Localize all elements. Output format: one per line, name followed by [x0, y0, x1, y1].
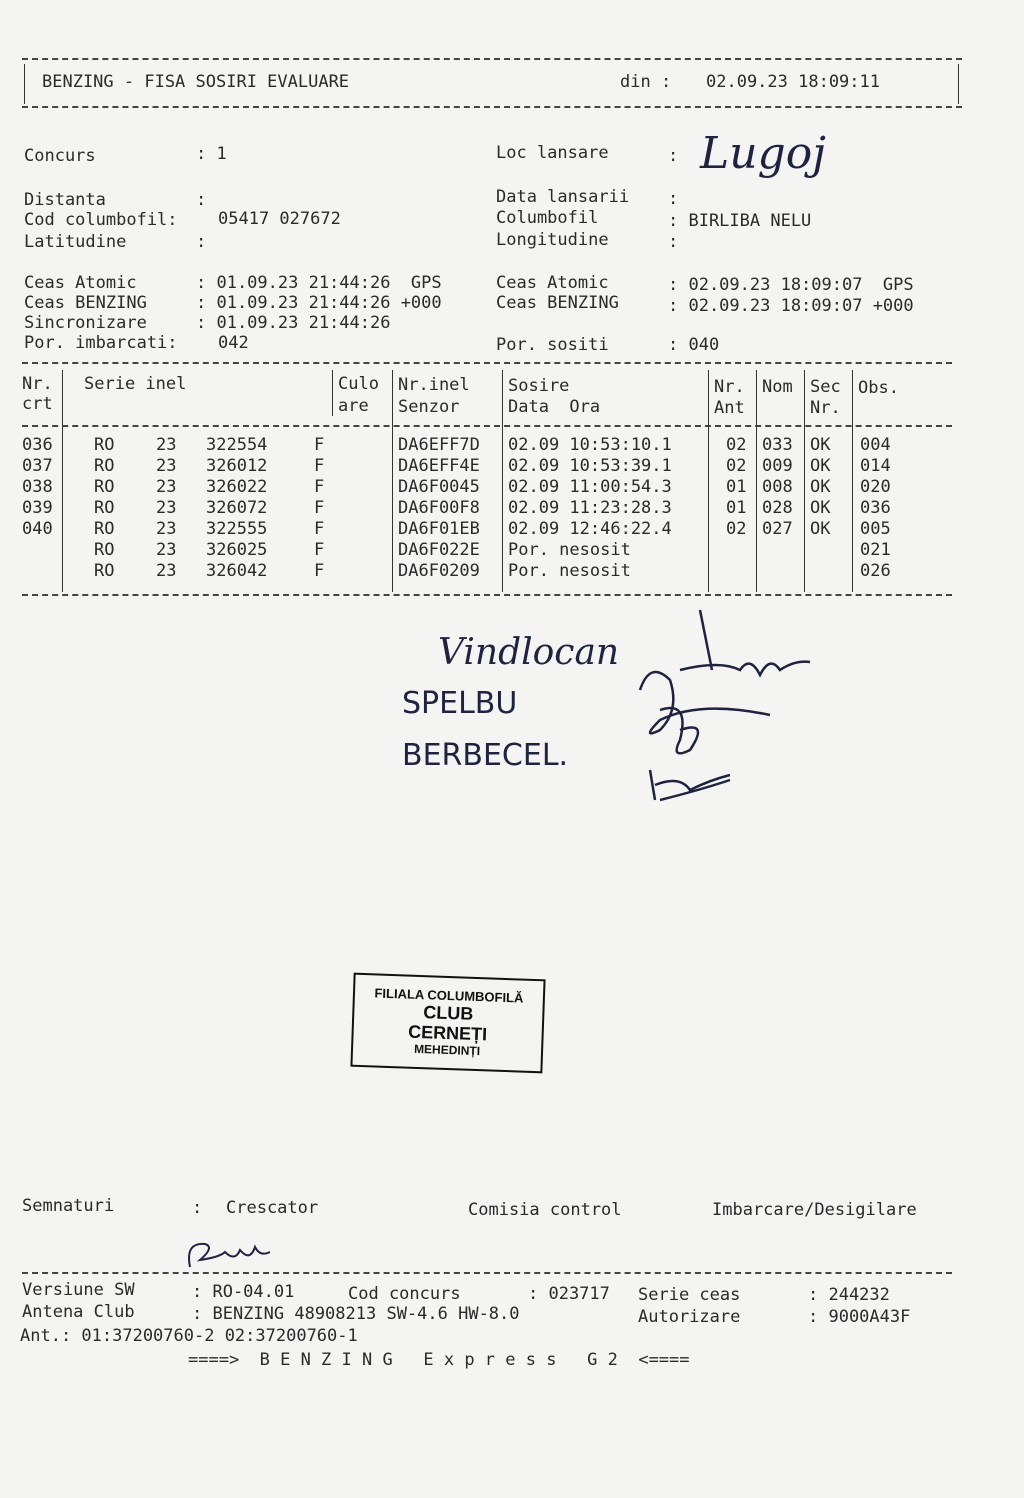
- col-sep-sec: [852, 370, 853, 592]
- comisia-label: Comisia control: [468, 1200, 622, 1220]
- cell-sex: F: [314, 540, 325, 560]
- header-sosire-1: Sosire: [508, 376, 570, 396]
- versiune-value: : RO-04.01: [192, 1282, 295, 1302]
- col-sep-culoare: [392, 370, 393, 592]
- cell-sosire: 02.09 10:53:39.1: [508, 456, 672, 476]
- cell-sec: OK: [810, 435, 831, 455]
- handwritten-name-1: Vindlocan: [438, 632, 620, 673]
- columbofil-label: Columbofil: [496, 208, 599, 228]
- ceas-atomic-left-value: : 01.09.23 21:44:26 GPS: [196, 273, 442, 293]
- antena-value: : BENZING 48908213 SW-4.6 HW-8.0: [192, 1304, 520, 1324]
- col-sep-senzor: [502, 370, 503, 592]
- stamp-line-4: MEHEDINȚI: [413, 1041, 481, 1059]
- loc-lansare-colon: :: [668, 146, 679, 166]
- longitudine-label: Longitudine: [496, 230, 609, 250]
- ceas-atomic-left-label: Ceas Atomic: [24, 273, 137, 293]
- semnaturi-label: Semnaturi: [22, 1196, 115, 1216]
- cell-obs: 021: [860, 540, 891, 560]
- signature-scribbles: [620, 600, 840, 820]
- cell-senzor: DA6F022E: [398, 540, 480, 560]
- cell-nom: 008: [762, 477, 793, 497]
- stamp-line-2: CLUB: [423, 1002, 474, 1024]
- cell-ant: 02: [726, 435, 747, 455]
- cell-inel: 326025: [206, 540, 268, 560]
- cell-sex: F: [314, 456, 325, 476]
- crescator-signature: [180, 1232, 280, 1282]
- cell-senzor: DA6EFF4E: [398, 456, 480, 476]
- cell-inel: 326012: [206, 456, 268, 476]
- cell-nom: 027: [762, 519, 793, 539]
- title-right-bar: [958, 64, 959, 104]
- cell-nom: 009: [762, 456, 793, 476]
- autorizare-label: Autorizare: [638, 1307, 741, 1327]
- cell-an: 23: [156, 561, 177, 581]
- header-nr-ant-2: Ant: [714, 398, 745, 418]
- por-sositi-label: Por. sositi: [496, 335, 609, 355]
- cell-sosire: Por. nesosit: [508, 561, 631, 581]
- cell-an: 23: [156, 477, 177, 497]
- header-nr-inel-1: Nr.inel: [398, 375, 470, 395]
- longitudine-value: :: [668, 232, 679, 252]
- cell-ant: 01: [726, 477, 747, 497]
- antenna-ids: Ant.: 01:37200760-2 02:37200760-1: [20, 1326, 358, 1346]
- cell-sex: F: [314, 519, 325, 539]
- cell-senzor: DA6F01EB: [398, 519, 480, 539]
- columbofil-value: : BIRLIBA NELU: [668, 211, 812, 231]
- loc-lansare-label: Loc lansare: [496, 143, 609, 163]
- header-bottom-border: [22, 425, 952, 427]
- cell-senzor: DA6EFF7D: [398, 435, 480, 455]
- imbarcare-label: Imbarcare/Desigilare: [712, 1200, 917, 1220]
- por-imbarcati-label: Por. imbarcati:: [24, 333, 178, 353]
- col-sep-crt: [62, 370, 63, 592]
- cell-crt: 038: [22, 477, 53, 497]
- distanta-value: :: [196, 190, 207, 210]
- din-label: din :: [620, 72, 672, 92]
- stamp-line-1: FILIALA COLUMBOFILĂ: [374, 985, 524, 1006]
- col-sep-ant: [756, 370, 757, 592]
- serie-ceas-value: : 244232: [808, 1285, 890, 1305]
- din-value: 02.09.23 18:09:11: [706, 72, 880, 92]
- header-sec-1: Sec: [810, 377, 841, 397]
- header-nr-crt-2: crt: [22, 394, 53, 414]
- ceas-benzing-left-label: Ceas BENZING: [24, 293, 147, 313]
- latitudine-value: :: [196, 232, 207, 252]
- cell-crt: 039: [22, 498, 53, 518]
- title-left-bar: [24, 64, 25, 104]
- cell-sex: F: [314, 498, 325, 518]
- sincronizare-label: Sincronizare: [24, 313, 147, 333]
- ceas-atomic-right-value: : 02.09.23 18:09:07 GPS: [668, 275, 914, 295]
- cell-obs: 036: [860, 498, 891, 518]
- cell-ant: 01: [726, 498, 747, 518]
- cell-sec: OK: [810, 519, 831, 539]
- cell-nom: 033: [762, 435, 793, 455]
- handwritten-name-2: SPELBU: [402, 686, 518, 721]
- header-nr-ant-1: Nr.: [714, 377, 745, 397]
- cell-tara: RO: [94, 477, 115, 497]
- semnaturi-colon: :: [192, 1198, 203, 1218]
- cell-sosire: 02.09 12:46:22.4: [508, 519, 672, 539]
- concurs-label: Concurs: [24, 146, 96, 166]
- crescator-label: Crescator: [226, 1198, 319, 1218]
- cell-obs: 004: [860, 435, 891, 455]
- sincronizare-value: : 01.09.23 21:44:26: [196, 313, 391, 333]
- cell-tara: RO: [94, 519, 115, 539]
- cell-sec: OK: [810, 498, 831, 518]
- cell-an: 23: [156, 456, 177, 476]
- cell-sex: F: [314, 477, 325, 497]
- distanta-label: Distanta: [24, 190, 106, 210]
- header-serie-inel: Serie inel: [84, 374, 187, 394]
- header-sec-2: Nr.: [810, 398, 841, 418]
- loc-lansare-handwritten: Lugoj: [700, 128, 826, 179]
- cell-obs: 026: [860, 561, 891, 581]
- data-lansarii-value: :: [668, 189, 679, 209]
- col-sep-nom: [804, 370, 805, 592]
- autorizare-value: : 9000A43F: [808, 1307, 911, 1327]
- title-bottom-border: [22, 106, 962, 108]
- cell-senzor: DA6F0209: [398, 561, 480, 581]
- cell-crt: 036: [22, 435, 53, 455]
- header-nr-crt-1: Nr.: [22, 374, 53, 394]
- data-lansarii-label: Data lansarii: [496, 187, 630, 207]
- cell-an: 23: [156, 540, 177, 560]
- cell-an: 23: [156, 498, 177, 518]
- table-top-border: [22, 362, 952, 364]
- cell-sosire: 02.09 11:23:28.3: [508, 498, 672, 518]
- cod-concurs-value: : 023717: [528, 1284, 610, 1304]
- versiune-label: Versiune SW: [22, 1280, 135, 1300]
- cell-crt: 037: [22, 456, 53, 476]
- cell-crt: 040: [22, 519, 53, 539]
- por-sositi-value: : 040: [668, 335, 720, 355]
- cell-tara: RO: [94, 561, 115, 581]
- cell-inel: 326072: [206, 498, 268, 518]
- latitudine-label: Latitudine: [24, 232, 127, 252]
- club-stamp: [350, 973, 545, 1074]
- handwritten-name-3: BERBECEL.: [402, 738, 569, 773]
- table-bottom-border: [22, 594, 952, 596]
- cell-obs: 020: [860, 477, 891, 497]
- antena-label: Antena Club: [22, 1302, 135, 1322]
- cod-columbofil-value: 05417 027672: [218, 209, 341, 229]
- cell-nom: 028: [762, 498, 793, 518]
- header-obs: Obs.: [858, 378, 899, 398]
- footer-top-border: [22, 1272, 952, 1274]
- stamp-line-3: CERNEȚI: [407, 1021, 488, 1045]
- cell-tara: RO: [94, 456, 115, 476]
- page-title: BENZING - FISA SOSIRI EVALUARE: [42, 72, 350, 92]
- cell-tara: RO: [94, 435, 115, 455]
- cell-sex: F: [314, 561, 325, 581]
- header-sosire-2: Data Ora: [508, 397, 601, 417]
- cell-inel: 322554: [206, 435, 268, 455]
- header-culoare-1: Culo: [338, 374, 379, 394]
- top-border: [22, 58, 962, 60]
- cell-an: 23: [156, 519, 177, 539]
- cod-concurs-label: Cod concurs: [348, 1284, 461, 1304]
- por-imbarcati-value: 042: [218, 333, 249, 353]
- cell-inel: 322555: [206, 519, 268, 539]
- cell-inel: 326042: [206, 561, 268, 581]
- ceas-benzing-left-value: : 01.09.23 21:44:26 +000: [196, 293, 442, 313]
- cell-tara: RO: [94, 498, 115, 518]
- cell-sosire: Por. nesosit: [508, 540, 631, 560]
- col-sep-serie: [332, 370, 333, 416]
- ceas-benzing-right-value: : 02.09.23 18:09:07 +000: [668, 296, 914, 316]
- header-nom: Nom: [762, 377, 793, 397]
- concurs-value: : 1: [196, 144, 227, 164]
- cell-obs: 005: [860, 519, 891, 539]
- serie-ceas-label: Serie ceas: [638, 1285, 741, 1305]
- cell-senzor: DA6F00F8: [398, 498, 480, 518]
- cell-ant: 02: [726, 456, 747, 476]
- cod-columbofil-label: Cod columbofil:: [24, 210, 178, 230]
- cell-an: 23: [156, 435, 177, 455]
- col-sep-sosire: [708, 370, 709, 592]
- cell-sosire: 02.09 11:00:54.3: [508, 477, 672, 497]
- brand-line: ====> B E N Z I N G E x p r e s s G 2 <====: [188, 1350, 690, 1370]
- cell-sex: F: [314, 435, 325, 455]
- cell-senzor: DA6F0045: [398, 477, 480, 497]
- cell-sec: OK: [810, 456, 831, 476]
- cell-inel: 326022: [206, 477, 268, 497]
- cell-tara: RO: [94, 540, 115, 560]
- header-nr-inel-2: Senzor: [398, 397, 460, 417]
- ceas-benzing-right-label: Ceas BENZING: [496, 293, 619, 313]
- cell-obs: 014: [860, 456, 891, 476]
- header-culoare-2: are: [338, 396, 369, 416]
- cell-sec: OK: [810, 477, 831, 497]
- cell-sosire: 02.09 10:53:10.1: [508, 435, 672, 455]
- cell-ant: 02: [726, 519, 747, 539]
- ceas-atomic-right-label: Ceas Atomic: [496, 273, 609, 293]
